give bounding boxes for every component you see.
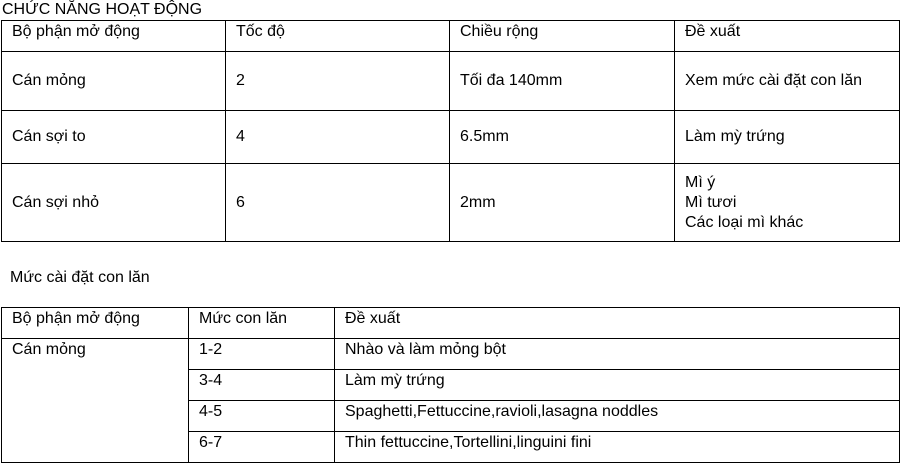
cell-level: 6-7 <box>189 432 335 463</box>
table-row <box>2 164 900 242</box>
suggestion-line: Các loại mì khác <box>685 213 804 231</box>
cell-level: 1-2 <box>189 339 335 370</box>
cell-suggestion <box>675 164 900 242</box>
cell-part: Cán mỏng <box>2 339 189 463</box>
header-roller-level: Mức con lăn <box>189 308 335 339</box>
header-suggestion: Đề xuất <box>335 308 900 339</box>
cell-part: Cán sợi nhỏ <box>2 164 226 242</box>
table-header-row <box>2 308 900 339</box>
cell-suggestion: Spaghetti,Fettuccine,ravioli,lasagna noddles <box>335 401 900 432</box>
table-row <box>2 339 900 370</box>
cell-part: Cán sợi to <box>2 111 226 164</box>
cell-width: 2mm <box>450 164 675 242</box>
function-table <box>1 20 900 242</box>
table-row <box>2 111 900 164</box>
header-width: Chiều rộng <box>450 21 675 52</box>
section-title: Mức cài đặt con lăn <box>10 269 150 286</box>
cell-width: Tối đa 140mm <box>450 52 675 111</box>
cell-suggestion: Làm mỳ trứng <box>675 111 900 164</box>
cell-suggestion: Thin fettuccine,Tortellini,linguini fini <box>335 432 900 463</box>
roller-table <box>1 307 900 463</box>
table-row <box>2 52 900 111</box>
cell-level: 4-5 <box>189 401 335 432</box>
suggestion-line: Mì tươi <box>685 193 737 211</box>
header-part: Bộ phận mở động <box>2 21 226 52</box>
table-header-row <box>2 21 900 52</box>
header-speed: Tốc độ <box>226 21 450 52</box>
cell-suggestion: Xem mức cài đặt con lăn <box>675 52 900 111</box>
header-part: Bộ phận mở động <box>2 308 189 339</box>
header-suggestion: Đề xuất <box>675 21 900 52</box>
cell-speed: 4 <box>226 111 450 164</box>
cell-level: 3-4 <box>189 370 335 401</box>
cell-speed: 6 <box>226 164 450 242</box>
page-title: CHỨC NĂNG HOẠT ĐỘNG <box>2 1 203 18</box>
cell-suggestion: Làm mỳ trứng <box>335 370 900 401</box>
cell-speed: 2 <box>226 52 450 111</box>
cell-part: Cán mỏng <box>2 52 226 111</box>
cell-width: 6.5mm <box>450 111 675 164</box>
suggestion-line: Mì ý <box>685 173 716 191</box>
cell-suggestion: Nhào và làm mỏng bột <box>335 339 900 370</box>
